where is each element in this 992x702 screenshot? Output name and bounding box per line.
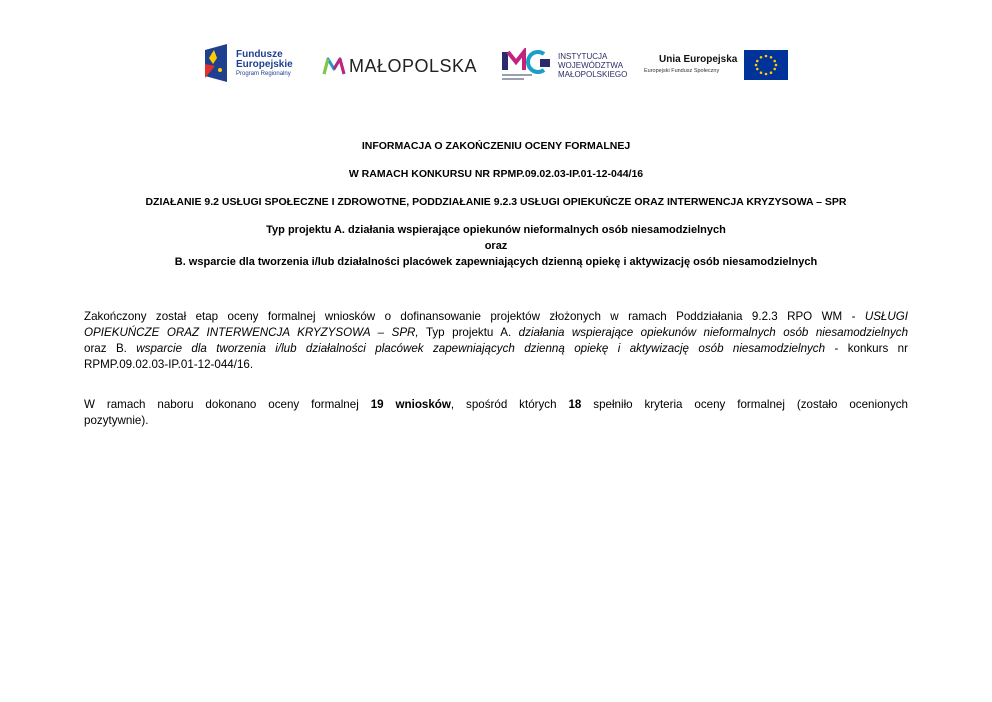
ue-subtitle: Europejski Fundusz Społeczny [644,68,720,74]
p1-l4: RPMP.09.02.03-IP.01-12-044/16. [84,358,254,371]
heading-oraz: oraz [484,240,508,252]
mcp-line1: INSTYTUCJA [558,52,608,61]
heading-info: INFORMACJA O ZAKOŃCZENIU OCENY FORMALNEJ [361,140,631,152]
p1-l3a: oraz B. [84,342,137,355]
malopolska-m-icon [322,56,346,76]
mcp-line3: MAŁOPOLSKIEGO [558,70,628,79]
mcp-emblem-icon [500,48,552,82]
p1-l3b: wsparcie dla tworzenia i/lub działalności placówek zapewniających dzienną opiekę i aktywizację osób niesamodzielnych [136,342,826,355]
paragraph-results [84,397,908,429]
fundusze-line1: Fundusze [236,49,283,60]
heading-contest: W RAMACH KONKURSU NR RPMP.09.02.03-IP.01-12-044/16 [348,168,644,180]
unia-europejska-logo [640,44,788,86]
p1-l2b: Typ projektu A. [418,326,519,339]
heading-project-type-a: Typ projektu A. działania wspierające opiekunów nieformalnych osób niesamodzielnych [266,224,726,236]
p2-f: pozytywnie). [84,414,149,427]
fundusze-emblem-icon [203,44,231,82]
mcp-line2: WOJEWÓDZTWA [558,61,624,70]
p2-a: W ramach naboru dokonano oceny formalnej [84,398,371,411]
fundusze-line3: Program Regionalny [236,71,291,77]
eu-flag-icon [744,50,788,80]
ue-title: Unia Europejska [659,54,738,65]
p1-l2a: OPIEKUŃCZE ORAZ INTERWENCJA KRYZYSOWA – SPR, [84,326,419,339]
mcp-logo [500,44,635,86]
malopolska-logo [322,44,478,86]
fundusze-europejskie-logo [203,44,303,86]
p1-l3c: - konkurs nr [825,342,908,355]
p1-l2c: działania wspierające opiekunów nieformalnych osób niesamodzielnych [518,326,909,339]
heading-measure: DZIAŁANIE 9.2 USŁUGI SPOŁECZNE I ZDROWOTNE, PODDZIAŁANIE 9.2.3 USŁUGI OPIEKUŃCZE ORAZ INTERWENCJA KRYZYSOWA – SPR [145,196,847,208]
p1-l1a: Zakończony został etap oceny formalnej wniosków o dofinansowanie projektów złożonych w ramach Poddziałania 9.2.3 RPO WM - [84,310,865,323]
p1-l1b: USŁUGI [864,310,908,323]
logo-strip [0,44,992,86]
p2-count-positive: 18 [568,398,582,411]
p2-c: , spośród których [450,398,569,411]
p2-count-applications: 19 wniosków [370,398,451,411]
paragraph-evaluation [84,309,908,373]
heading-project-type-b: B. wsparcie dla tworzenia i/lub działalności placówek zapewniających dzienną opiekę i aktywizację osób niesamodzielnych [174,256,818,268]
fundusze-line2: Europejskie [236,59,293,70]
malopolska-text: MAŁOPOLSKA [349,56,478,76]
p2-e: spełniło kryteria oceny formalnej (zostało ocenionych [581,398,909,411]
